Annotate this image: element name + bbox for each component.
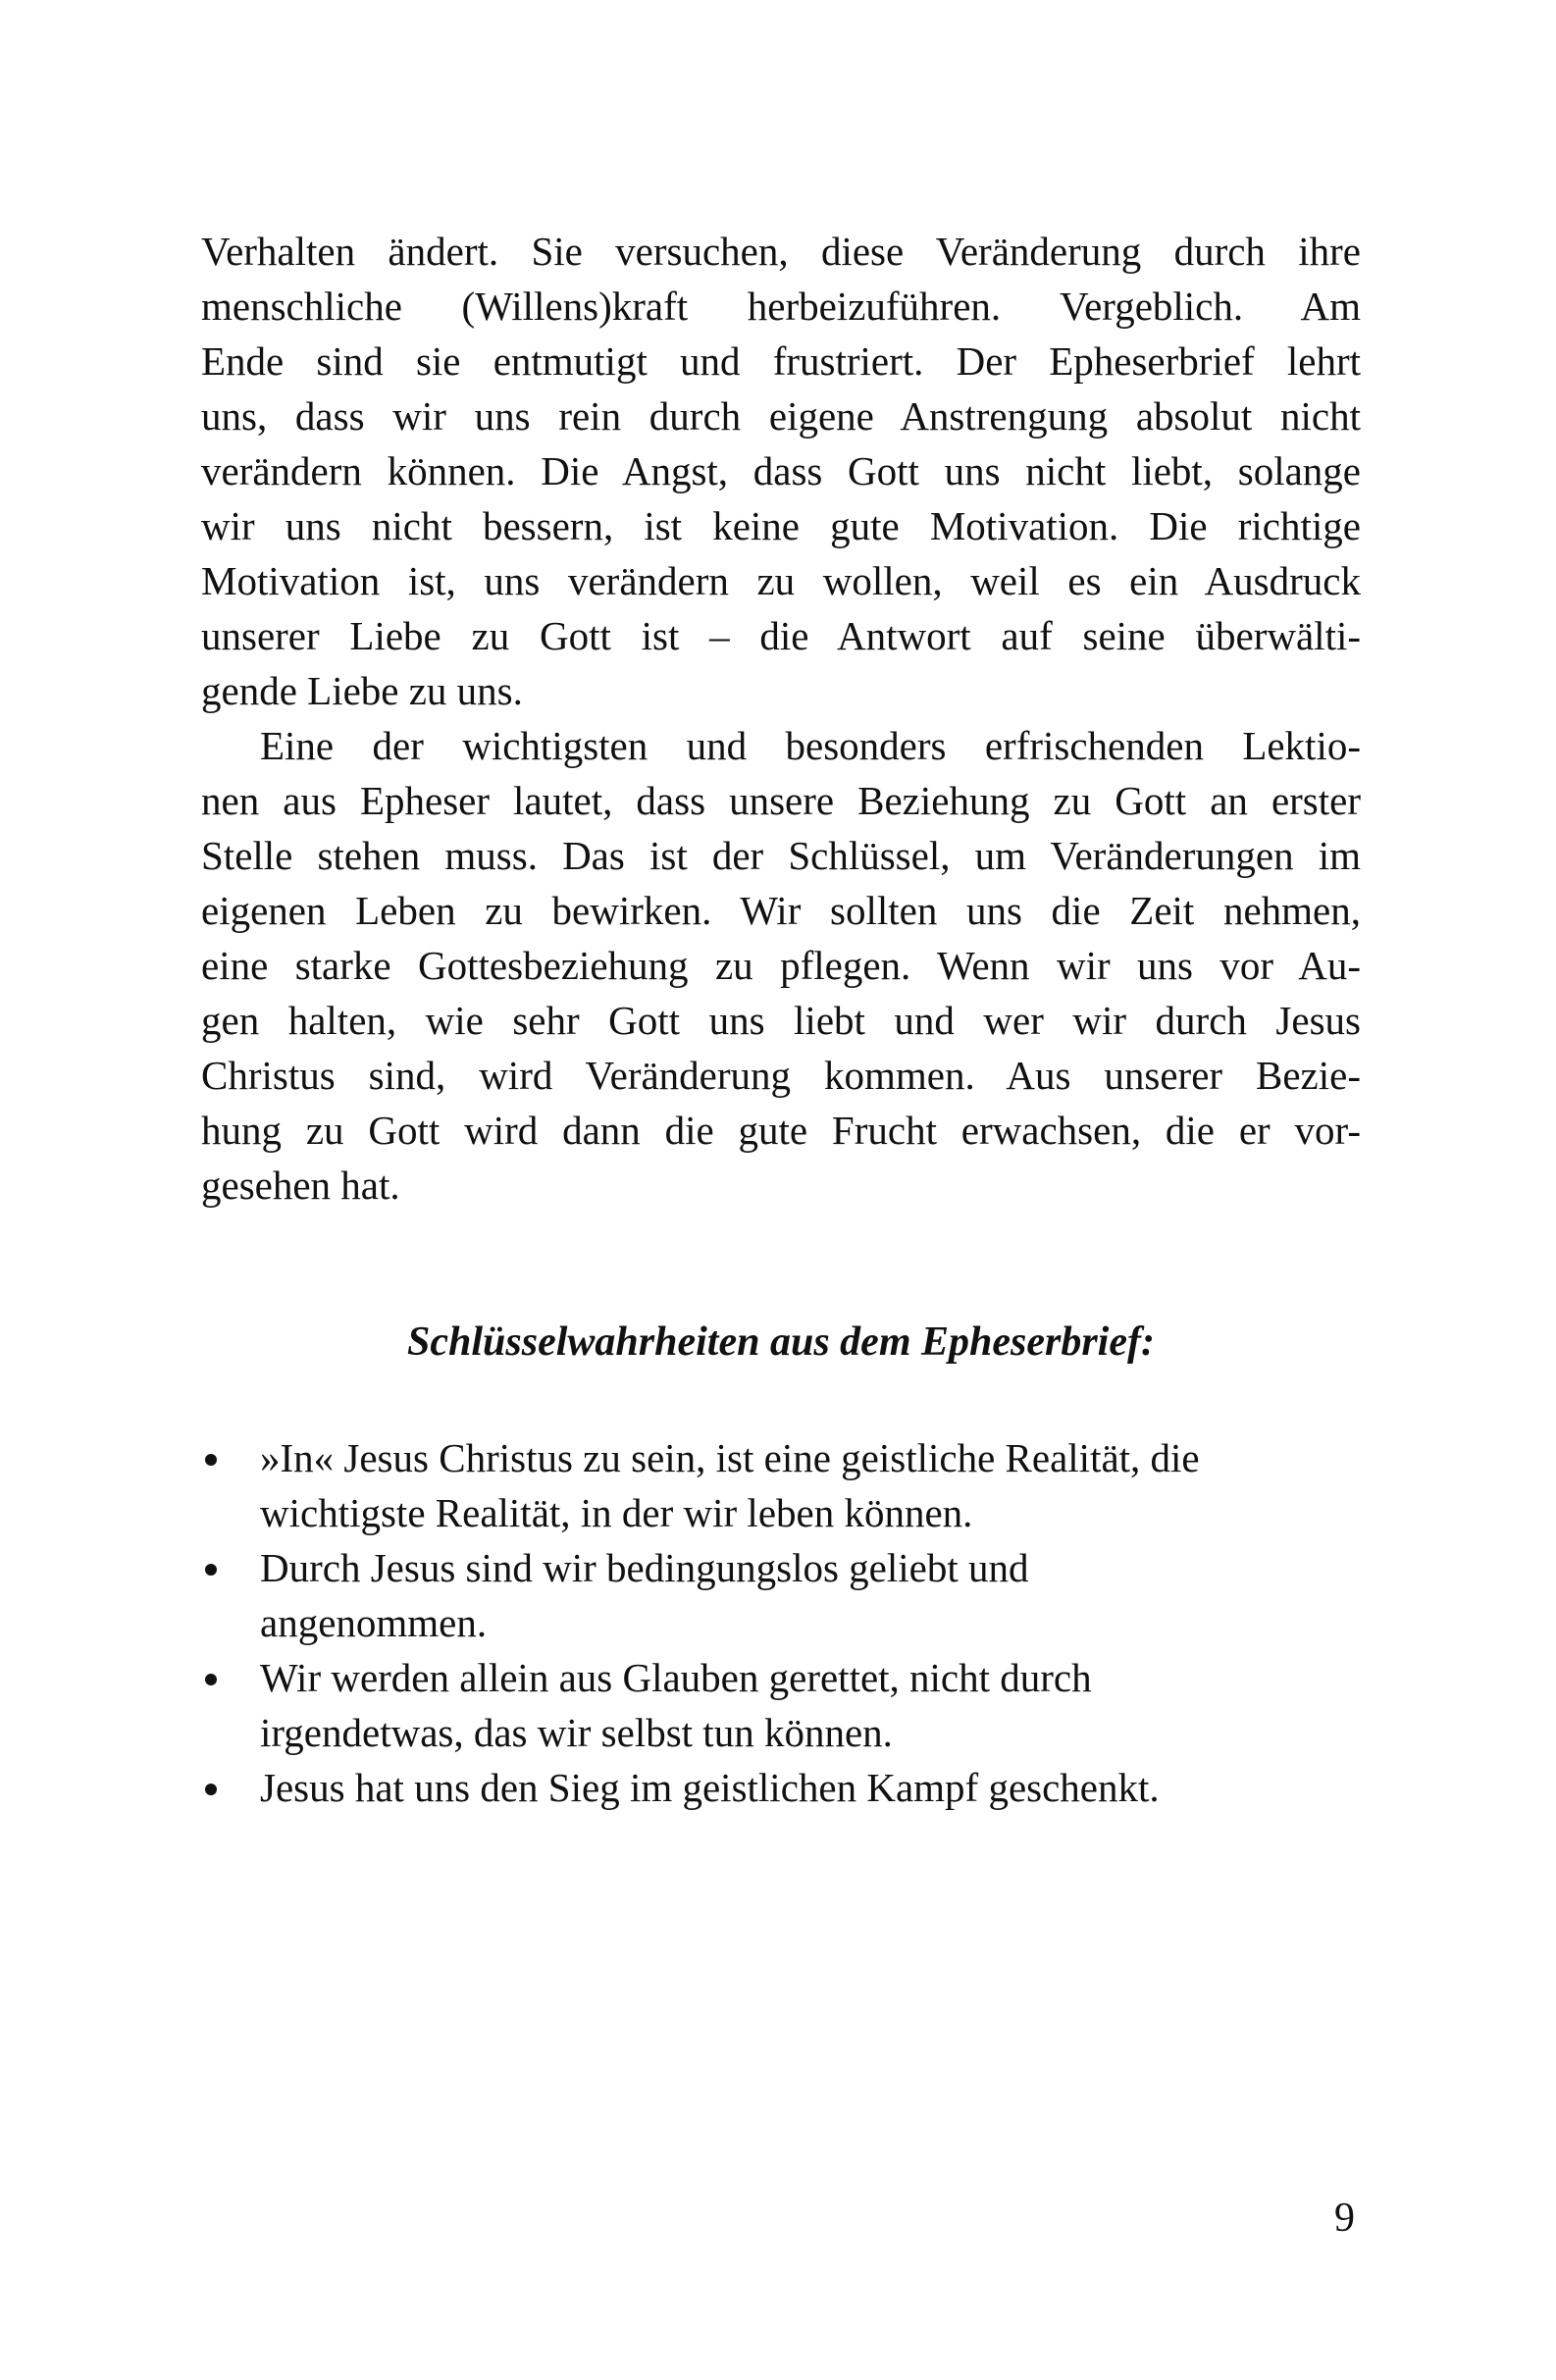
list-item-line: wichtigste Realität, in der wir leben können. bbox=[260, 1490, 973, 1535]
text-line: hung zu Gott wird dann die gute Frucht erwachsen, die er vor- bbox=[201, 1108, 1361, 1153]
text-line: verändern können. Die Angst, dass Gott uns nicht liebt, solange bbox=[201, 448, 1361, 493]
list-item bbox=[201, 1540, 1361, 1650]
text-line: Stelle stehen muss. Das ist der Schlüssel, um Veränderungen im bbox=[201, 833, 1361, 878]
list-item bbox=[201, 1430, 1361, 1540]
page-number: 9 bbox=[1334, 2196, 1355, 2241]
list-item-line: irgendetwas, das wir selbst tun können. bbox=[260, 1710, 893, 1755]
list-item-line: Wir werden allein aus Glauben gerettet, nicht durch bbox=[260, 1655, 1092, 1700]
bullet-icon bbox=[205, 1454, 217, 1466]
text-line: gesehen hat. bbox=[201, 1163, 400, 1208]
text-line: Verhalten ändert. Sie versuchen, diese Veränderung durch ihre bbox=[201, 229, 1361, 274]
bullet-icon bbox=[205, 1784, 217, 1795]
text-line: Motivation ist, uns verändern zu wollen, weil es ein Ausdruck bbox=[201, 558, 1361, 603]
paragraph-1 bbox=[201, 224, 1361, 718]
text-line: gen halten, wie sehr Gott uns liebt und wer wir durch Jesus bbox=[201, 998, 1361, 1043]
key-truths-list bbox=[201, 1430, 1361, 1815]
text-line: nen aus Epheser lautet, dass unsere Beziehung zu Gott an erster bbox=[201, 778, 1361, 823]
bullet-icon bbox=[205, 1674, 217, 1685]
body-text bbox=[201, 224, 1361, 1213]
text-line: wir uns nicht bessern, ist keine gute Motivation. Die richtige bbox=[201, 503, 1361, 548]
text-line: Eine der wichtigsten und besonders erfrischenden Lektio- bbox=[260, 723, 1361, 768]
text-line: menschliche (Willens)kraft herbeizuführen. Vergeblich. Am bbox=[201, 284, 1361, 329]
text-line: eine starke Gottesbeziehung zu pflegen. Wenn wir uns vor Au- bbox=[201, 943, 1361, 988]
paragraph-2 bbox=[201, 718, 1361, 1213]
list-item-line: angenommen. bbox=[260, 1600, 488, 1645]
list-item bbox=[201, 1760, 1361, 1815]
list-item bbox=[201, 1650, 1361, 1760]
text-line: unserer Liebe zu Gott ist – die Antwort auf seine überwälti- bbox=[201, 613, 1361, 658]
bullet-icon bbox=[205, 1564, 217, 1576]
text-line: gende Liebe zu uns. bbox=[201, 668, 523, 713]
text-line: uns, dass wir uns rein durch eigene Anstrengung absolut nicht bbox=[201, 393, 1361, 439]
list-item-line: »In« Jesus Christus zu sein, ist eine geistliche Realität, die bbox=[260, 1435, 1200, 1480]
list-item-line: Jesus hat uns den Sieg im geistlichen Kampf geschenkt. bbox=[260, 1765, 1160, 1810]
text-line: Ende sind sie entmutigt und frustriert. Der Epheserbrief lehrt bbox=[201, 338, 1361, 384]
list-item-line: Durch Jesus sind wir bedingungslos geliebt und bbox=[260, 1545, 1029, 1590]
section-heading: Schlüsselwahrheiten aus dem Epheserbrief: bbox=[407, 1319, 1155, 1365]
text-line: eigenen Leben zu bewirken. Wir sollten uns die Zeit nehmen, bbox=[201, 888, 1361, 933]
text-line: Christus sind, wird Veränderung kommen. Aus unserer Bezie- bbox=[201, 1053, 1361, 1098]
